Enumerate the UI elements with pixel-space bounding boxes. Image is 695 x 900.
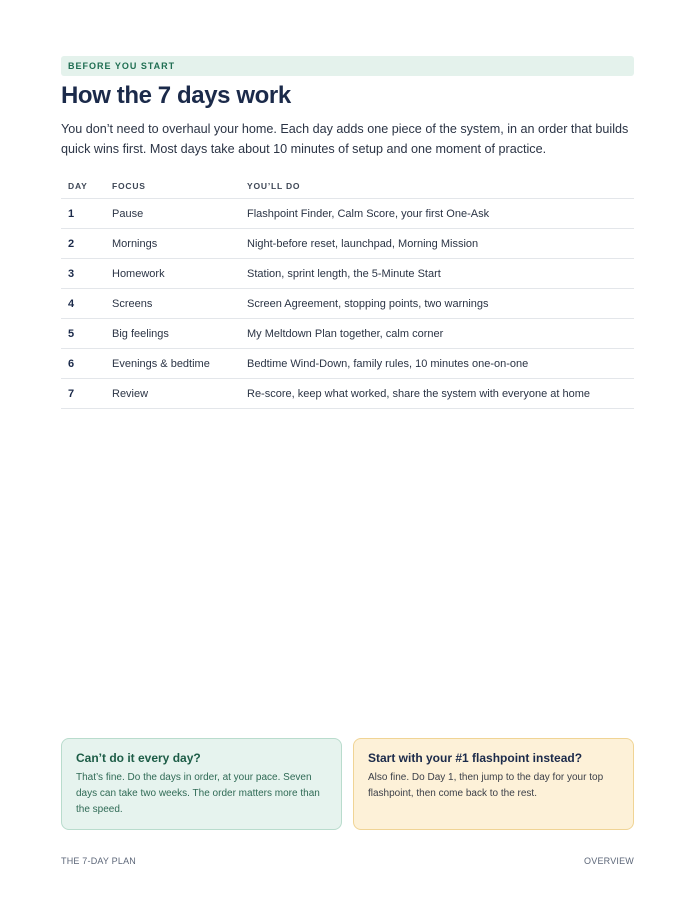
footer-page-label: OVERVIEW bbox=[584, 856, 634, 866]
day-number: 3 bbox=[61, 259, 105, 289]
focus-cell: Screens bbox=[105, 289, 240, 319]
focus-cell: Evenings & bedtime bbox=[105, 349, 240, 379]
column-header-focus: FOCUS bbox=[105, 174, 240, 199]
day-number: 2 bbox=[61, 229, 105, 259]
intro-paragraph: You don’t need to overhaul your home. Each day adds one piece of the system, in an order that builds quick wins first. Most days take about 10 minutes of setup and one moment of practice. bbox=[61, 122, 629, 156]
focus-cell: Homework bbox=[105, 259, 240, 289]
table-header-row bbox=[61, 174, 634, 199]
todo-cell: Station, sprint length, the 5-Minute Start bbox=[240, 259, 634, 289]
day-number: 4 bbox=[61, 289, 105, 319]
table-row bbox=[61, 349, 634, 379]
table-row bbox=[61, 229, 634, 259]
flashpoint-tip-card bbox=[353, 738, 634, 830]
todo-cell: Re-score, keep what worked, share the system with everyone at home bbox=[240, 379, 634, 409]
table-row bbox=[61, 289, 634, 319]
table-row bbox=[61, 379, 634, 409]
column-header-day: DAY bbox=[61, 174, 105, 199]
column-header-todo: YOU’LL DO bbox=[240, 174, 634, 199]
flashpoint-tip-title: Start with your #1 flashpoint instead? bbox=[368, 751, 583, 765]
section-banner: BEFORE YOU START bbox=[61, 56, 634, 76]
flashpoint-tip-body: Also fine. Do Day 1, then jump to the day for your top flashpoint, then come back to the rest. bbox=[368, 772, 604, 799]
todo-cell: Screen Agreement, stopping points, two warnings bbox=[240, 289, 634, 319]
plan-table bbox=[61, 174, 634, 409]
todo-cell: My Meltdown Plan together, calm corner bbox=[240, 319, 634, 349]
day-number: 7 bbox=[61, 379, 105, 409]
day-number: 5 bbox=[61, 319, 105, 349]
pace-tip-card bbox=[61, 738, 342, 830]
table-row bbox=[61, 259, 634, 289]
todo-cell: Bedtime Wind-Down, family rules, 10 minutes one-on-one bbox=[240, 349, 634, 379]
pace-tip-title: Can’t do it every day? bbox=[76, 751, 201, 765]
focus-cell: Big feelings bbox=[105, 319, 240, 349]
todo-cell: Night-before reset, launchpad, Morning Mission bbox=[240, 229, 634, 259]
table-row bbox=[61, 199, 634, 229]
todo-cell: Flashpoint Finder, Calm Score, your first One-Ask bbox=[240, 199, 634, 229]
day-number: 1 bbox=[61, 199, 105, 229]
page-title: How the 7 days work bbox=[61, 82, 291, 109]
focus-cell: Review bbox=[105, 379, 240, 409]
table-row bbox=[61, 319, 634, 349]
footer-section-label: THE 7-DAY PLAN bbox=[61, 856, 136, 866]
day-number: 6 bbox=[61, 349, 105, 379]
focus-cell: Pause bbox=[105, 199, 240, 229]
pace-tip-body: That’s fine. Do the days in order, at your pace. Seven days can take two weeks. The order matters more than the speed. bbox=[76, 772, 320, 815]
focus-cell: Mornings bbox=[105, 229, 240, 259]
